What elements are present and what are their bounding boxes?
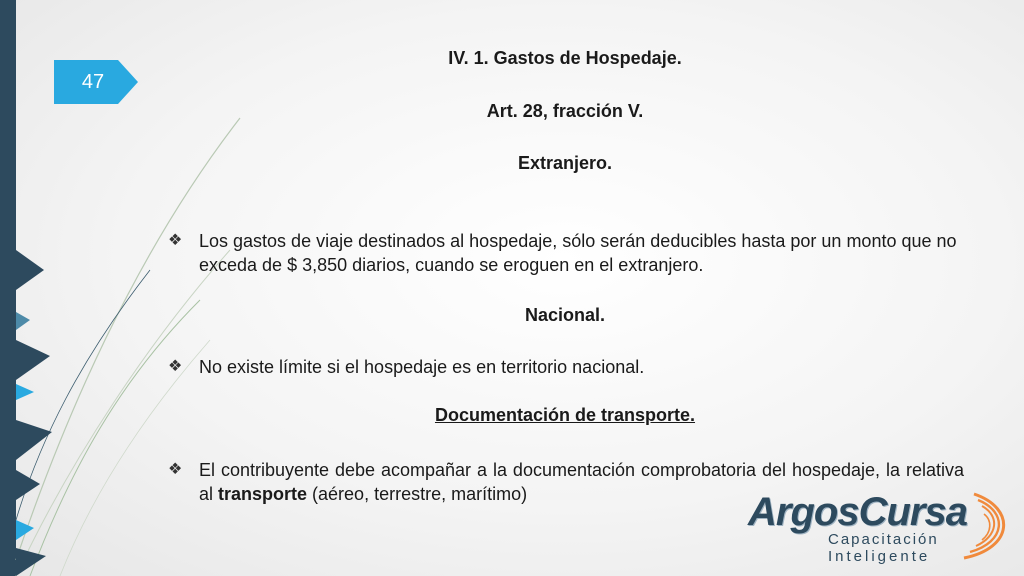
bullet-text: No existe límite si el hospedaje es en territorio nacional. <box>199 357 645 377</box>
heading-transport: Documentación de transporte. <box>434 405 696 425</box>
bullet-text: El contribuyente debe acompañar a la documentación comprobatoria del hospedaje, la relativa al transporte (aéreo, terrestre, marítimo) <box>199 460 964 504</box>
heading-foreign: Extranjero. <box>517 153 613 173</box>
bold-transport: transporte <box>218 484 308 504</box>
heading-section: IV. 1. Gastos de Hospedaje. <box>448 48 682 68</box>
diamond-bullet-icon: ❖ <box>168 461 183 478</box>
bullet-foreign-lodging <box>168 229 964 277</box>
bullet-national-lodging <box>168 355 964 379</box>
diamond-bullet-icon: ❖ <box>168 358 183 375</box>
slide-number: 47 <box>81 71 105 93</box>
heading-article: Art. 28, fracción V. <box>486 101 644 121</box>
logo-line1: Capacitación <box>828 531 939 548</box>
argoscursa-logo <box>742 488 1024 576</box>
logo-brand: ArgosCursa <box>748 490 967 534</box>
diamond-bullet-icon: ❖ <box>168 232 183 249</box>
bullet-text: Los gastos de viaje destinados al hospedaje, sólo serán deducibles hasta por un monto que no exceda de $ 3,850 diarios, cuando se eroguen en el extranjero. <box>199 231 957 275</box>
heading-national: Nacional. <box>524 305 606 325</box>
logo-line2: Inteligente <box>828 548 931 565</box>
logo-swirl-icon <box>954 488 1018 568</box>
